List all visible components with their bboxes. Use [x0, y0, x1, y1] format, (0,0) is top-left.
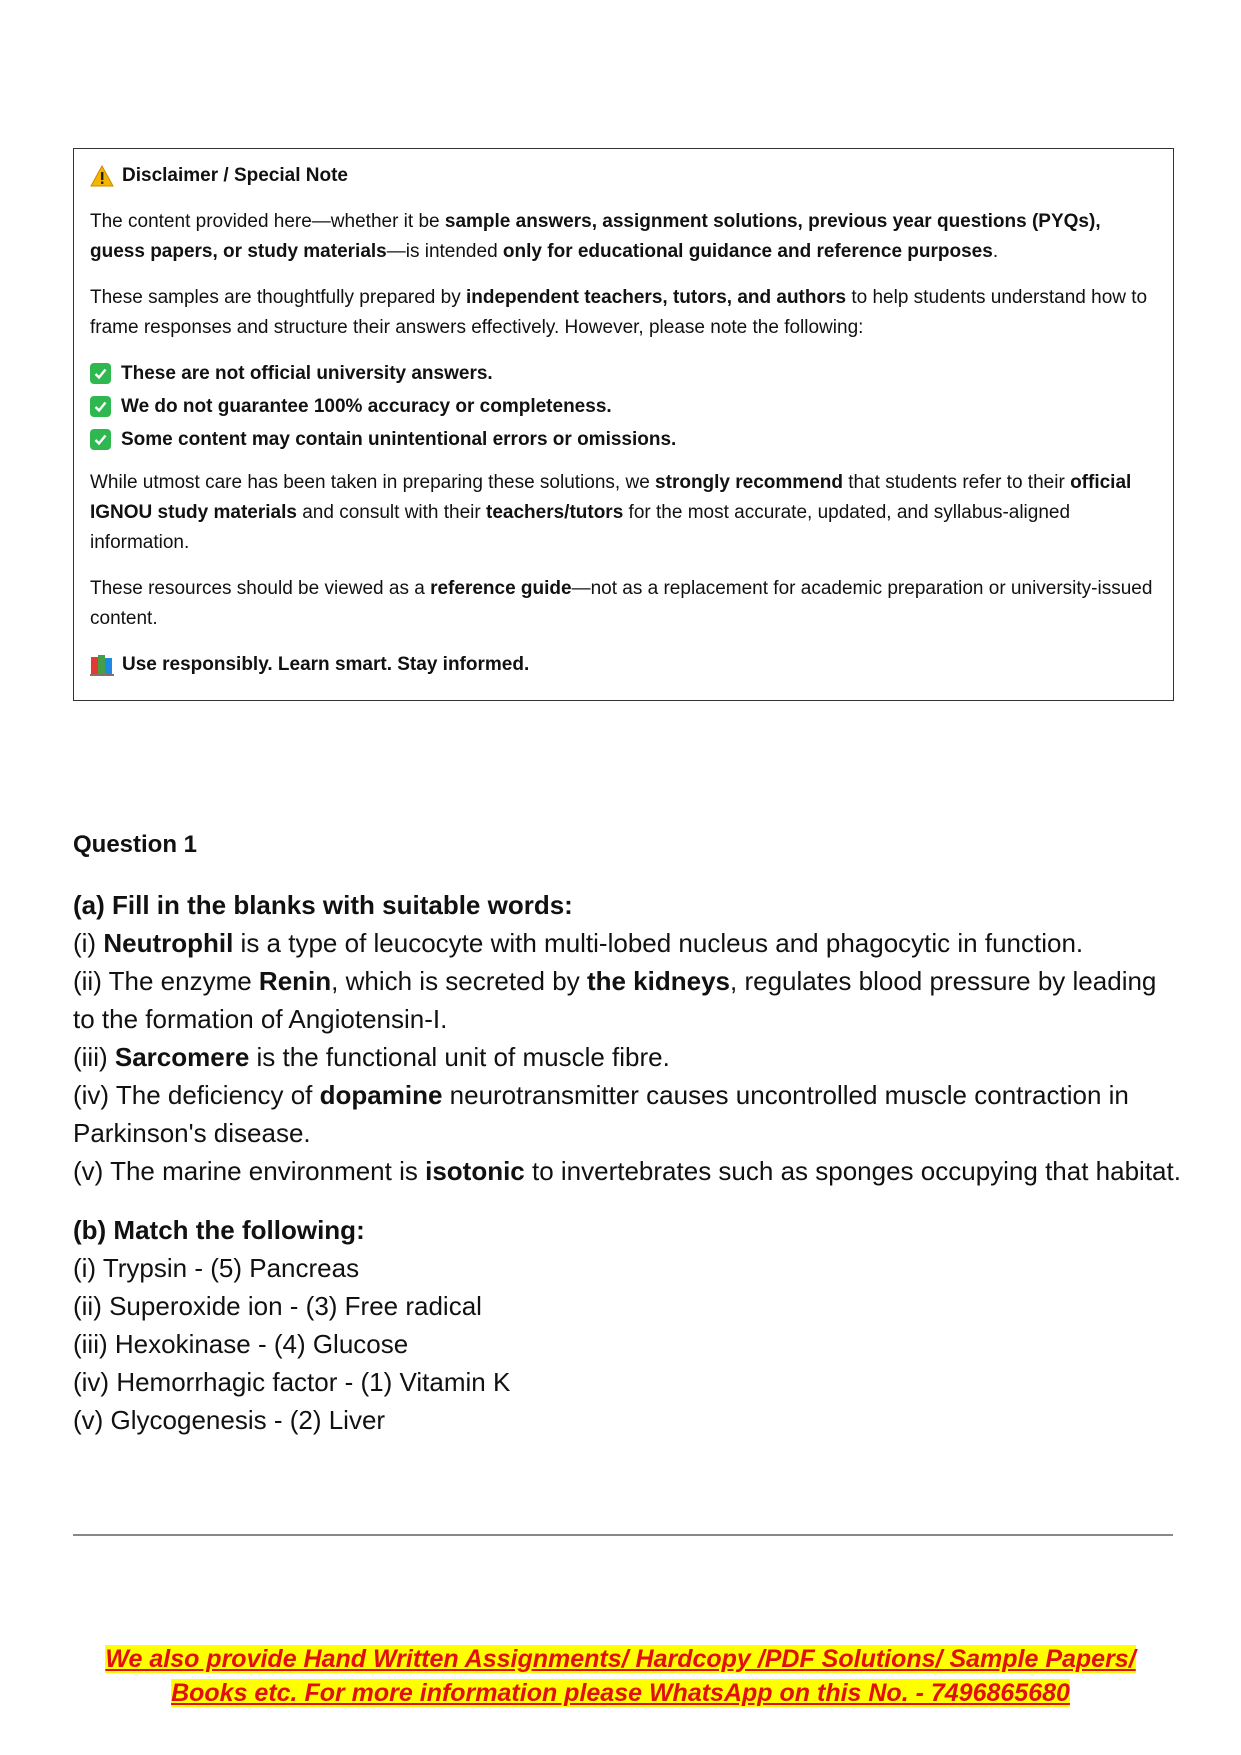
disclaimer-point-text: These are not official university answers.: [121, 362, 493, 384]
text-span: These resources should be viewed as a: [90, 578, 431, 599]
answer-word: Sarcomere: [114, 1042, 250, 1072]
disclaimer-point-text: Some content may contain unintentional errors or omissions.: [121, 428, 677, 450]
disclaimer-title-row: [90, 161, 1157, 191]
warning-icon: [90, 165, 114, 187]
promo-line-2: Books etc. For more information please WhatsApp on this No. - 7496865680: [171, 1679, 1070, 1707]
disclaimer-paragraph-3: [90, 468, 1157, 558]
text-span: The content provided here—whether it be: [90, 211, 445, 232]
text-span: , which is secreted by: [331, 966, 587, 996]
text-span: —not as a replacement for academic preparation or university-issued content.: [90, 578, 1153, 629]
part-b-heading: (b) Match the following:: [73, 1215, 365, 1245]
disclaimer-point: [90, 390, 1157, 423]
part-a-heading: (a) Fill in the blanks with suitable words:: [73, 890, 573, 920]
text-span: —is intended: [386, 241, 503, 262]
bold-span: strongly recommend: [655, 472, 843, 493]
disclaimer-point: [90, 423, 1157, 456]
fill-blank-item: [73, 1038, 1183, 1076]
text-span: is a type of leucocyte with multi-lobed nucleus and phagocytic in function.: [233, 928, 1084, 958]
bold-span: official IGNOU study materials: [90, 472, 1132, 523]
text-span: .: [992, 241, 999, 262]
answer-word: Neutrophil: [103, 928, 234, 958]
question-heading: Question 1: [73, 831, 198, 858]
text-span: While utmost care has been taken in preparing these solutions, we: [90, 472, 656, 493]
promo-line-1: We also provide Hand Written Assignments/ Hardcopy /PDF Solutions/ Sample Papers/: [105, 1645, 1136, 1673]
fill-blank-item: [73, 1152, 1183, 1190]
match-item: (iv) Hemorrhagic factor - (1) Vitamin K: [73, 1367, 511, 1397]
match-item: (iii) Hexokinase - (4) Glucose: [73, 1329, 409, 1359]
answer-word: isotonic: [425, 1156, 525, 1186]
text-span: , regulates blood pressure by leading to the formation of Angiotensin-I.: [73, 966, 1157, 1034]
fill-blank-item: [73, 1076, 1183, 1152]
horizontal-divider: [73, 1534, 1173, 1536]
disclaimer-point: [90, 357, 1157, 390]
match-item: (i) Trypsin - (5) Pancreas: [73, 1253, 360, 1283]
disclaimer-paragraph-4: [90, 574, 1157, 634]
text-span: for the most accurate, updated, and syllabus-aligned information.: [90, 502, 1071, 553]
text-span: is the functional unit of muscle fibre.: [249, 1042, 670, 1072]
answer-word: the kidneys: [586, 966, 730, 996]
disclaimer-footer: [90, 650, 1157, 680]
bold-span: sample answers, assignment solutions, previous year questions (PYQs), guess papers, or study materials: [90, 211, 1101, 262]
answer-word: Renin: [258, 966, 332, 996]
check-icon: [90, 429, 111, 450]
check-icon: [90, 363, 111, 384]
text-span: (i): [73, 928, 104, 958]
disclaimer-footer-text: Use responsibly. Learn smart. Stay informed.: [122, 654, 530, 675]
text-span: (ii) The enzyme: [73, 966, 259, 996]
check-icon: [90, 396, 111, 417]
promo-banner: [60, 1642, 1181, 1710]
disclaimer-box: [73, 148, 1174, 701]
bold-span: reference guide: [430, 578, 572, 599]
disclaimer-point-text: We do not guarantee 100% accuracy or completeness.: [121, 395, 612, 417]
text-span: (iv) The deficiency of: [73, 1080, 320, 1110]
disclaimer-paragraph-2: [90, 283, 1157, 343]
text-span: (v) The marine environment is: [73, 1156, 426, 1186]
disclaimer-paragraph-1: [90, 207, 1157, 267]
text-span: that students refer to their: [842, 472, 1071, 493]
fill-blank-item: [73, 924, 1183, 962]
text-span: neurotransmitter causes uncontrolled muscle contraction in Parkinson's disease.: [73, 1080, 1129, 1148]
answer-word: dopamine: [319, 1080, 443, 1110]
text-span: (iii): [73, 1042, 115, 1072]
fill-blank-item: [73, 962, 1183, 1038]
text-span: and consult with their: [296, 502, 486, 523]
bold-span: teachers/tutors: [486, 502, 624, 523]
text-span: to help students understand how to frame responses and structure their answers effectively. However, please note the following:: [90, 287, 1148, 338]
disclaimer-title: Disclaimer / Special Note: [122, 165, 348, 186]
bold-span: independent teachers, tutors, and authors: [466, 287, 847, 308]
match-item: (ii) Superoxide ion - (3) Free radical: [73, 1291, 482, 1321]
bold-span: only for educational guidance and reference purposes: [502, 241, 993, 262]
disclaimer-points: [90, 357, 1157, 456]
match-item: (v) Glycogenesis - (2) Liver: [73, 1405, 386, 1435]
question-section: [73, 826, 1183, 1439]
text-span: to invertebrates such as sponges occupying that habitat.: [524, 1156, 1181, 1186]
text-span: These samples are thoughtfully prepared by: [90, 287, 466, 308]
books-icon: [90, 654, 114, 676]
